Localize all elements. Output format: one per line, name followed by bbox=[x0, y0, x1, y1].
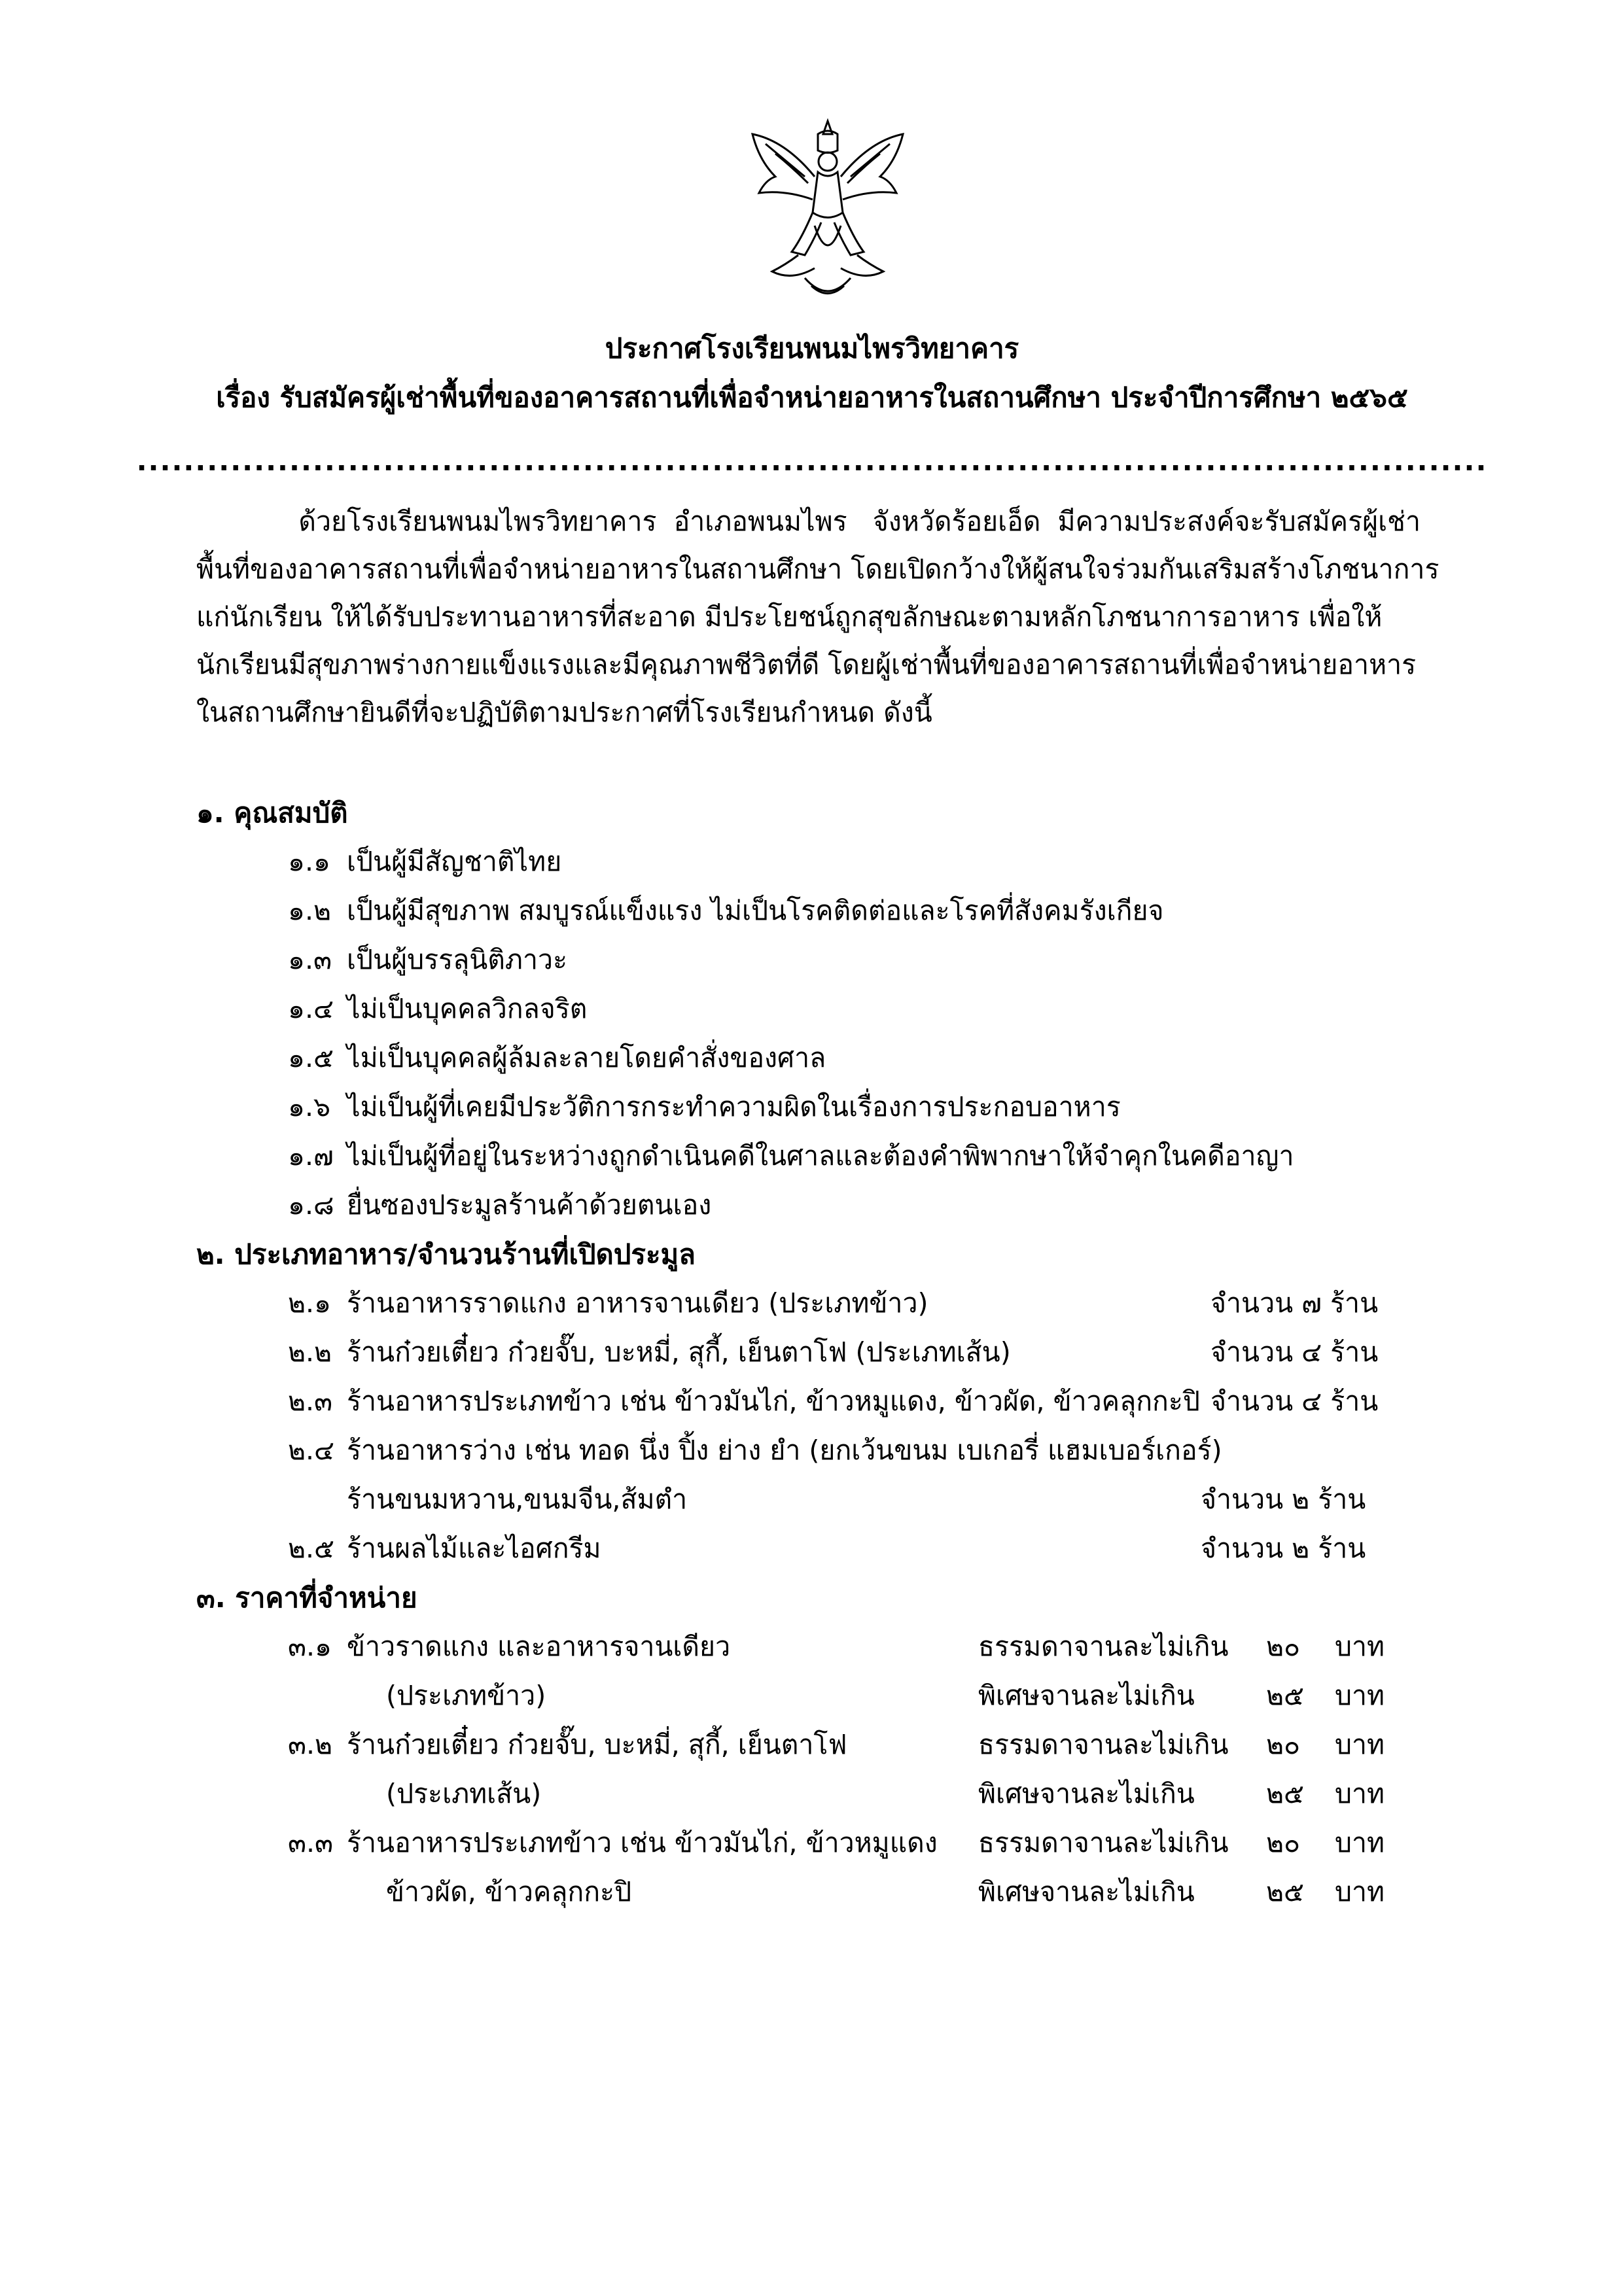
list-item-continuation: ร้านขนมหวาน,ขนมจีน,ส้มตำ bbox=[347, 1484, 688, 1515]
list-item bbox=[288, 939, 567, 981]
item-number: ๑.๕ bbox=[288, 1042, 334, 1073]
item-number: ๒.๑ bbox=[288, 1287, 332, 1319]
normal-price: ๒๐ bbox=[1266, 1631, 1301, 1662]
intro-line: แก่นักเรียน ให้ได้รับประทานอาหารที่สะอาด มีประโยชน์ถูกสุขลักษณะตามหลักโภชนาการอาหาร เพื่อให้ bbox=[196, 601, 1383, 633]
announcement-subject: เรื่อง รับสมัครผู้เช่าพื้นที่ของอาคารสถานที่เพื่อจำหน่ายอาหารในสถานศึกษา ประจำปีการศึกษา ๒๕๖๕ bbox=[216, 381, 1408, 413]
item-number: ๓.๓ bbox=[288, 1827, 334, 1858]
item-number: ๑.๘ bbox=[288, 1189, 334, 1221]
item-text: ยื่นซองประมูลร้านค้าด้วยตนเอง bbox=[347, 1189, 712, 1221]
shop-quantity: จำนวน ๒ ร้าน bbox=[1201, 1484, 1366, 1515]
item-text: เป็นผู้บรรลุนิติภาวะ bbox=[347, 944, 568, 975]
item-text: ไม่เป็นบุคคลผู้ล้มละลายโดยคำสั่งของศาล bbox=[347, 1042, 826, 1073]
special-price: ๒๕ bbox=[1266, 1778, 1305, 1809]
item-number: ๑.๑ bbox=[288, 846, 331, 877]
section-heading-prices: ๓. ราคาที่จำหน่าย bbox=[196, 1582, 417, 1614]
item-text: ไม่เป็นผู้ที่เคยมีประวัติการกระทำความผิดในเรื่องการประกอบอาหาร bbox=[347, 1091, 1121, 1122]
special-price: ๒๕ bbox=[1266, 1680, 1305, 1711]
item-number: ๑.๔ bbox=[288, 993, 334, 1024]
normal-price-label: ธรรมดาจานละไม่เกิน bbox=[978, 1827, 1229, 1858]
normal-price-label: ธรรมดาจานละไม่เกิน bbox=[978, 1631, 1229, 1662]
item-number: ๑.๓ bbox=[288, 944, 332, 975]
item-text: ร้านอาหารประเภทข้าว เช่น ข้าวมันไก่, ข้าวหมูแดง bbox=[347, 1827, 938, 1858]
shop-quantity: จำนวน ๗ ร้าน bbox=[1210, 1287, 1379, 1319]
price-item bbox=[288, 1724, 847, 1766]
item-text: ข้าวราดแกง และอาหารจานเดียว bbox=[347, 1631, 731, 1662]
item-number: ๒.๕ bbox=[288, 1533, 335, 1564]
list-item bbox=[288, 890, 1164, 932]
item-text: เป็นผู้มีสุขภาพ สมบูรณ์แข็งแรง ไม่เป็นโรคติดต่อและโรคที่สังคมรังเกียจ bbox=[347, 895, 1164, 926]
list-item bbox=[288, 1086, 1121, 1128]
price-item-subtype: (ประเภทข้าว) bbox=[386, 1680, 546, 1711]
price-unit: บาท bbox=[1335, 1778, 1385, 1809]
shop-quantity: จำนวน ๔ ร้าน bbox=[1210, 1336, 1379, 1368]
price-unit: บาท bbox=[1335, 1827, 1385, 1858]
special-price: ๒๕ bbox=[1266, 1876, 1305, 1907]
section-heading-shop-types: ๒. ประเภทอาหาร/จำนวนร้านที่เปิดประมูล bbox=[196, 1238, 696, 1270]
item-text: ร้านก๋วยเตี๋ยว ก๋วยจั๊บ, บะหมี่, สุกี้, เย็นตาโฟ bbox=[347, 1729, 847, 1760]
list-item bbox=[288, 1184, 711, 1226]
item-number: ๑.๗ bbox=[288, 1140, 334, 1172]
intro-line: ด้วยโรงเรียนพนมไพรวิทยาคาร อำเภอพนมไพร จังหวัดร้อยเอ็ด มีความประสงค์จะรับสมัครผู้เช่า bbox=[196, 506, 1421, 537]
item-text: ไม่เป็นบุคคลวิกลจริต bbox=[347, 993, 588, 1024]
intro-line: นักเรียนมีสุขภาพร่างกายแข็งแรงและมีคุณภาพชีวิตที่ดี โดยผู้เช่าพื้นที่ของอาคารสถานที่เพื่อจำหน่ายอาหาร bbox=[196, 649, 1417, 680]
price-unit: บาท bbox=[1335, 1631, 1385, 1662]
list-item bbox=[288, 1380, 1200, 1423]
price-item bbox=[288, 1822, 938, 1864]
intro-line: ในสถานศึกษายินดีที่จะปฏิบัติตามประกาศที่โรงเรียนกำหนด ดังนี้ bbox=[196, 697, 932, 728]
announcement-title: ประกาศโรงเรียนพนมไพรวิทยาคาร bbox=[605, 332, 1019, 364]
item-number: ๒.๒ bbox=[288, 1336, 332, 1368]
list-item bbox=[288, 1527, 601, 1570]
item-number: ๒.๓ bbox=[288, 1385, 333, 1417]
section-heading-qualifications: ๑. คุณสมบัติ bbox=[196, 797, 348, 829]
special-price-label: พิเศษจานละไม่เกิน bbox=[978, 1680, 1195, 1711]
item-text: ไม่เป็นผู้ที่อยู่ในระหว่างถูกดำเนินคดีในศาลและต้องคำพิพากษาให้จำคุกในคดีอาญา bbox=[347, 1140, 1294, 1172]
price-item-subtype: ข้าวผัด, ข้าวคลุกกะปิ bbox=[386, 1876, 632, 1907]
item-number: ๑.๒ bbox=[288, 895, 332, 926]
item-number: ๑.๖ bbox=[288, 1091, 331, 1122]
list-item bbox=[288, 1135, 1294, 1177]
garuda-emblem-icon bbox=[739, 114, 916, 311]
price-item bbox=[288, 1626, 730, 1668]
dotted-divider: ................................................................................................................... bbox=[136, 445, 1488, 477]
item-text: ร้านอาหารราดแกง อาหารจานเดียว (ประเภทข้าว) bbox=[347, 1287, 928, 1319]
item-number: ๓.๒ bbox=[288, 1729, 333, 1760]
normal-price: ๒๐ bbox=[1266, 1729, 1301, 1760]
price-unit: บาท bbox=[1335, 1680, 1385, 1711]
list-item bbox=[288, 1331, 1011, 1374]
item-number: ๓.๑ bbox=[288, 1631, 332, 1662]
special-price-label: พิเศษจานละไม่เกิน bbox=[978, 1876, 1195, 1907]
list-item bbox=[288, 1282, 928, 1325]
list-item bbox=[288, 1037, 826, 1079]
item-text: ร้านก๋วยเตี๋ยว ก๋วยจั๊บ, บะหมี่, สุกี้, เย็นตาโฟ (ประเภทเส้น) bbox=[347, 1336, 1011, 1368]
shop-quantity: จำนวน ๒ ร้าน bbox=[1201, 1533, 1366, 1564]
list-item bbox=[288, 988, 587, 1030]
list-item bbox=[288, 841, 561, 883]
item-number: ๒.๔ bbox=[288, 1435, 335, 1466]
price-item-subtype: (ประเภทเส้น) bbox=[386, 1778, 542, 1809]
normal-price-label: ธรรมดาจานละไม่เกิน bbox=[978, 1729, 1229, 1760]
list-item bbox=[288, 1429, 1222, 1472]
price-unit: บาท bbox=[1335, 1876, 1385, 1907]
special-price-label: พิเศษจานละไม่เกิน bbox=[978, 1778, 1195, 1809]
intro-line: พื้นที่ของอาคารสถานที่เพื่อจำหน่ายอาหารในสถานศึกษา โดยเปิดกว้างให้ผู้สนใจร่วมกันเสริมสร้างโภชนาการ bbox=[196, 553, 1439, 585]
shop-quantity: จำนวน ๔ ร้าน bbox=[1210, 1385, 1379, 1417]
price-unit: บาท bbox=[1335, 1729, 1385, 1760]
item-text: ร้านอาหารว่าง เช่น ทอด นึ่ง ปิ้ง ย่าง ยำ (ยกเว้นขนม เบเกอรี่ แฮมเบอร์เกอร์) bbox=[347, 1435, 1222, 1466]
normal-price: ๒๐ bbox=[1266, 1827, 1301, 1858]
item-text: เป็นผู้มีสัญชาติไทย bbox=[347, 846, 562, 877]
item-text: ร้านผลไม้และไอศกรีม bbox=[347, 1533, 601, 1564]
item-text: ร้านอาหารประเภทข้าว เช่น ข้าวมันไก่, ข้าวหมูแดง, ข้าวผัด, ข้าวคลุกกะปิ bbox=[347, 1385, 1200, 1417]
